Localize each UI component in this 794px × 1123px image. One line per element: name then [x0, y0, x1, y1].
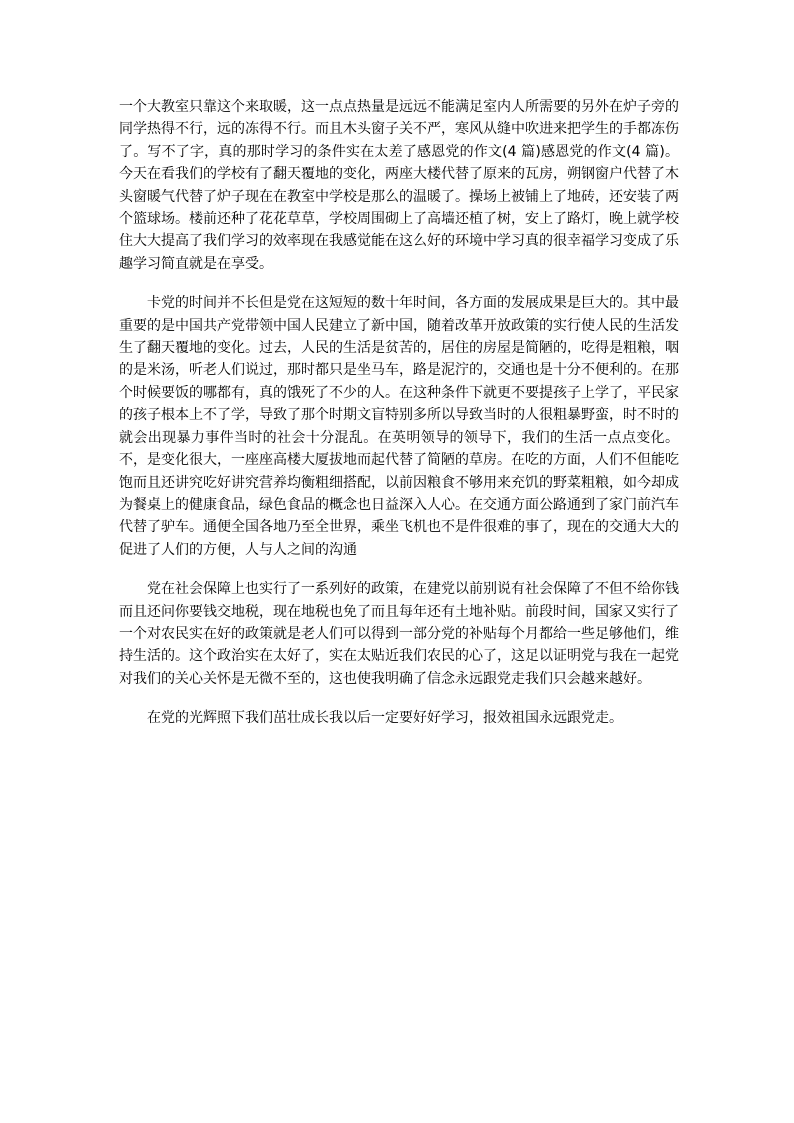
paragraph-4: 在党的光辉照下我们茁壮成长我以后一定要好好学习，报效祖国永远跟党走。: [147, 710, 623, 727]
paragraph-2: 卡党的时间并不长但是党在这短短的数十年时间，各方面的发展成果是巨大的。其中最重要的是中国共产党带领中国人民建立了新中国，随着改革开放政策的实行使人民的生活发生了翻天覆地的变化。过去，人民的生活是贫苦的，居住的房屋是简陋的，吃得是粗粮，咽的是米汤，听老人们说过，那时都只是坐马车，路是泥泞的，交通也是十分不便利的。在那个时候要饭的哪都有，真的饿死了不少的人。在这种条件下就更不要提孩子上学了，平民家的孩子根本上不了学，导致了那个时期文盲特别多所以导致当时的人很粗暴野蛮，时不时的就会出现暴力事件当时的社会十分混乱。在英明领导的领导下，我们的生活一点点变化。不，是变化很大，一座座高楼大厦拔地而起代替了简陋的草房。在吃的方面，人们不但能吃饱而且还讲究吃好讲究营养均衡粗细搭配，以前因粮食不够用来充饥的野菜粗粮，如今却成为餐桌上的健康食品，绿色食品的概念也日益深入人心。在交通方面公路通到了家门前汽车代替了驴车。通便全国各地乃至全世界，乘坐飞机也不是件很难的事了，现在的交通大大的促进了人们的方便，人与人之间的沟通: [119, 295, 679, 558]
paragraph-1: 一个大教室只靠这个来取暖，这一点点热量是远远不能满足室内人所需要的另外在炉子旁的同学热得不行，远的冻得不行。而且木头窗子关不严，寒风从缝中吹进来把学生的手都冻伤了。写不了字，真的那时学习的条件实在太差了感恩党的作文(4 篇)感恩党的作文(4 篇)。今天在看我们的学校有了翻天覆地的变化，两座大楼代替了原来的瓦房，朔钢窗户代替了木头窗暖气代替了炉子现在在教室中学校是那么的温暖了。操场上被铺上了地砖，还安装了两个篮球场。楼前还种了花花草草，学校周围砌上了高墙还植了树，安上了路灯，晚上就学校住大大提高了我们学习的效率现在我感觉能在这么好的环境中学习真的很幸福学习变成了乐趣学习简直就是在享受。: [119, 99, 679, 272]
paragraph-3: 党在社会保障上也实行了一系列好的政策，在建党以前别说有社会保障了不但不给你钱而且还问你要钱交地税，现在地税也免了而且每年还有土地补贴。前段时间，国家又实行了一个对农民实在好的政策就是老人们可以得到一部分党的补贴每个月都给一些足够他们，维持生活的。这个政治实在太好了，实在太贴近我们农民的心了，这足以证明党与我在一起党对我们的关心关怀是无微不至的，这也使我明确了信念永远跟党走我们只会越来越好。: [119, 581, 679, 687]
document-page: [119, 96, 679, 730]
